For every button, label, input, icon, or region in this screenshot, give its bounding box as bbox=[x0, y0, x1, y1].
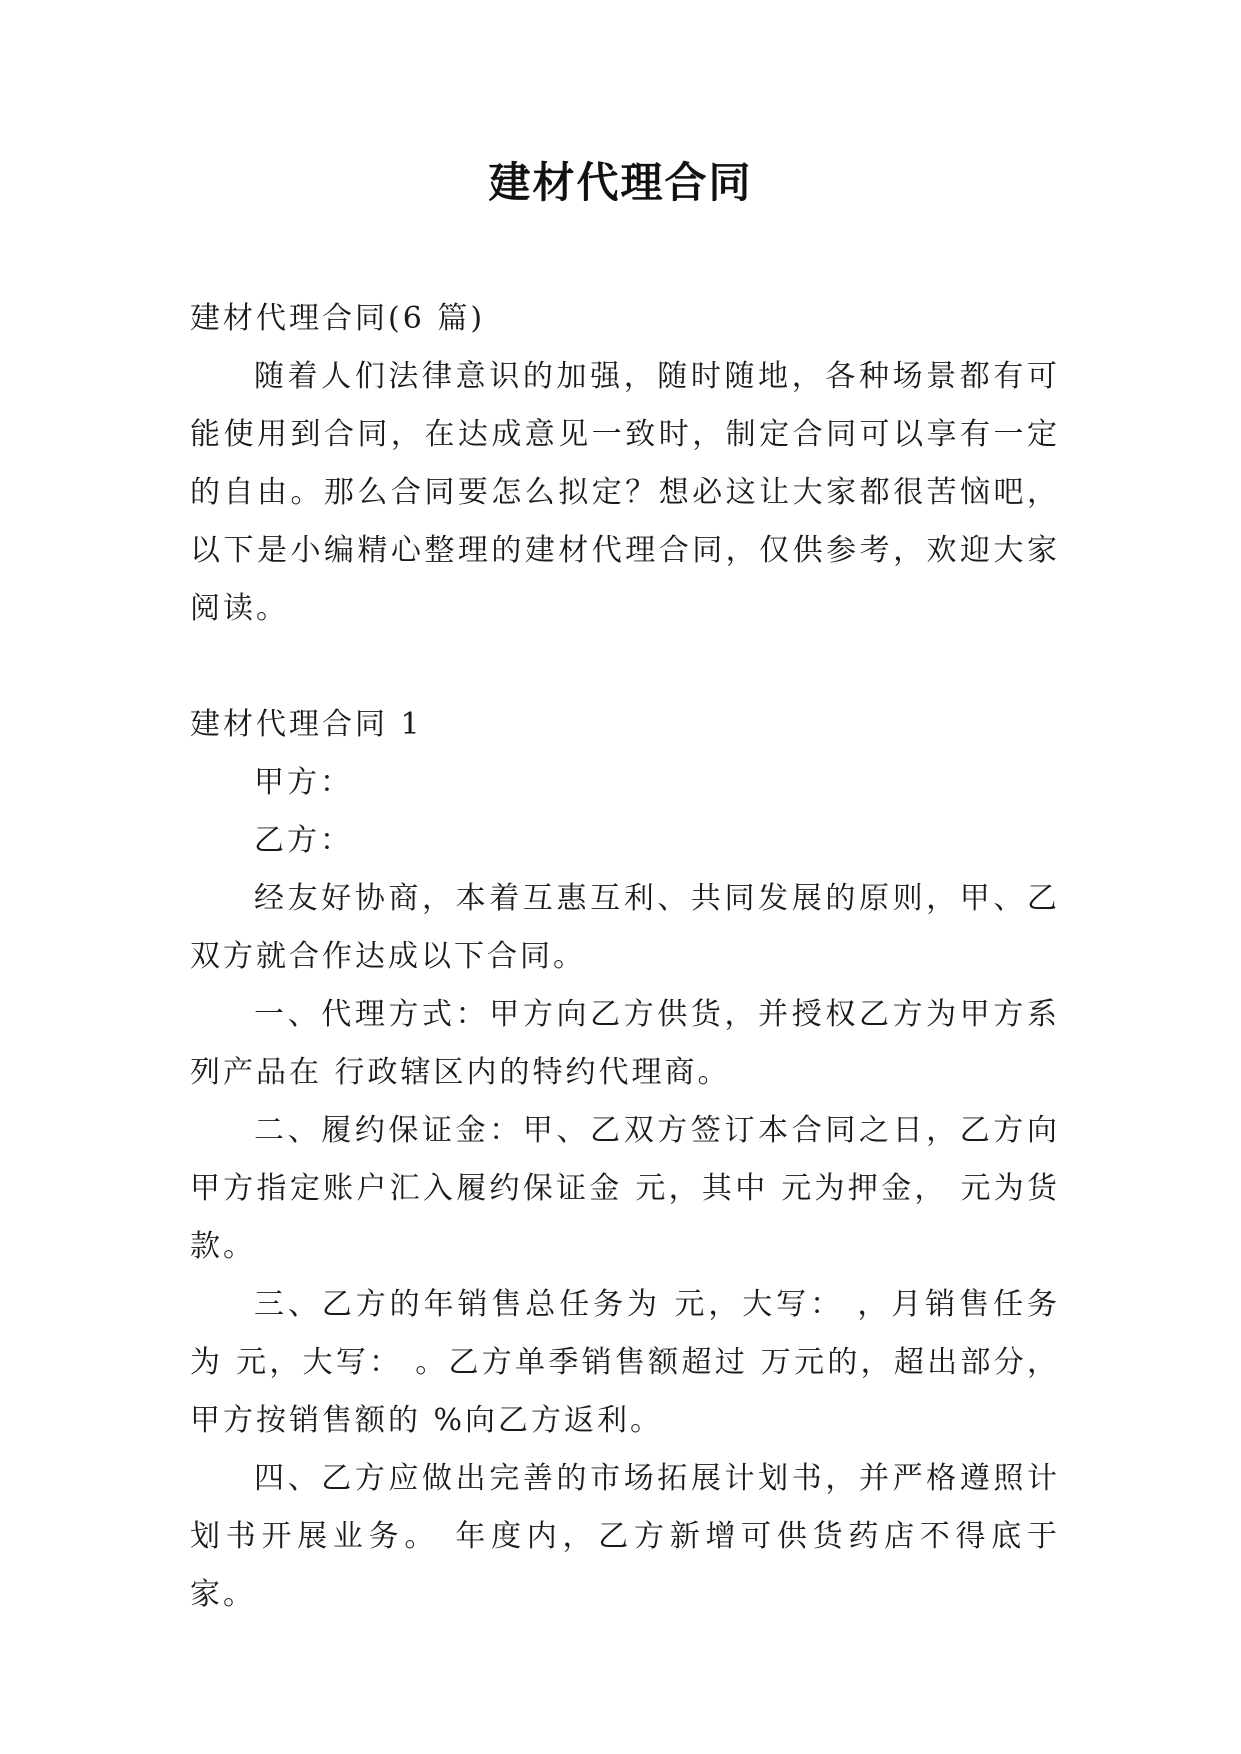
document-subtitle: 建材代理合同(6 篇) bbox=[190, 301, 486, 336]
intro-paragraph: 随着人们法律意识的加强，随时随地，各种场景都有可能使用到合同，在达成意见一致时，制定合同可以享有一定的自由。那么合同要怎么拟定？想必这让大家都很苦恼吧，以下是小编精心整理的建材代理合同，仅供参考，欢迎大家阅读。 bbox=[190, 359, 1060, 626]
clause-performance-deposit: 二、履约保证金：甲、乙双方签订本合同之日，乙方向甲方指定账户汇入履约保证金 元，其中 元为押金， 元为货款。 bbox=[190, 1113, 1060, 1264]
clause-preamble: 经友好协商，本着互惠互利、共同发展的原则，甲、乙双方就合作达成以下合同。 bbox=[190, 881, 1060, 974]
document-title: 建材代理合同 bbox=[488, 158, 753, 207]
section-heading: 建材代理合同 1 bbox=[190, 707, 423, 742]
clause-market-plan: 四、乙方应做出完善的市场拓展计划书，并严格遵照计划书开展业务。 年度内，乙方新增可供货药店不得底于 家。 bbox=[190, 1461, 1060, 1612]
section-spacer bbox=[190, 638, 1060, 696]
clause-agency-mode: 一、代理方式：甲方向乙方供货，并授权乙方为甲方系列产品在 行政辖区内的特约代理商。 bbox=[190, 997, 1060, 1090]
clause-sales-target: 三、乙方的年销售总任务为 元，大写： ，月销售任务为 元，大写： 。乙方单季销售额超过 万元的，超出部分，甲方按销售额的 %向乙方返利。 bbox=[190, 1287, 1060, 1438]
party-b-line: 乙方： bbox=[254, 823, 353, 858]
document-body bbox=[190, 290, 1060, 1624]
party-a-line: 甲方： bbox=[254, 765, 353, 800]
